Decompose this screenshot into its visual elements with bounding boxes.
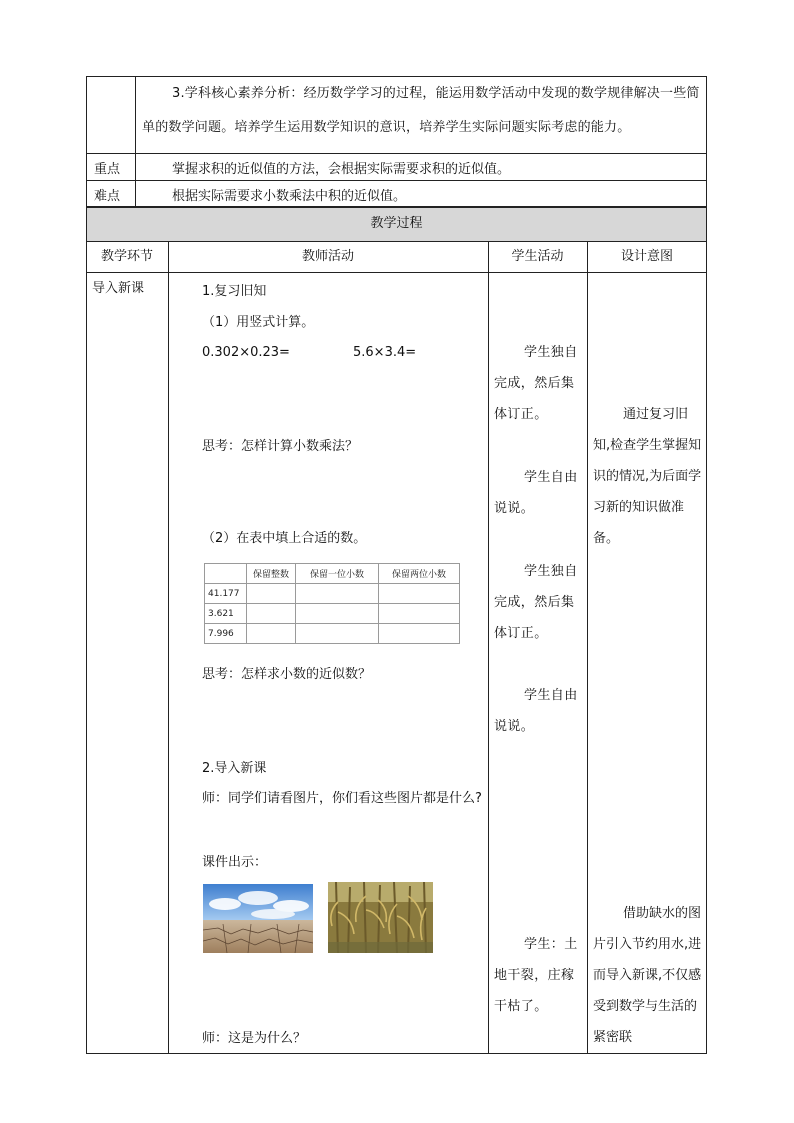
top-table-row-divider-2 bbox=[86, 180, 707, 181]
key-point-label: 重点 bbox=[94, 162, 121, 177]
table-row-label: 7.996 bbox=[205, 624, 247, 644]
table-row-label: 3.621 bbox=[205, 604, 247, 624]
table-answer-cell[interactable] bbox=[379, 604, 460, 624]
drought-land-photo bbox=[203, 884, 313, 953]
design-intent-2: 借助缺水的图片引入节约用水,进而导入新课,不仅感受到数学与生活的紧密联 bbox=[593, 906, 702, 1045]
student-activity-4: 学生自由说说。 bbox=[494, 688, 578, 734]
table-header-cell: 保留一位小数 bbox=[296, 564, 379, 584]
top-table-col-divider bbox=[135, 76, 136, 207]
table-answer-cell[interactable] bbox=[247, 624, 296, 644]
teacher-question-2: 师：这是为什么？ bbox=[202, 1031, 307, 1046]
table-corner-cell bbox=[205, 564, 247, 584]
process-title-divider bbox=[86, 241, 707, 242]
table-header-cell: 保留两位小数 bbox=[379, 564, 460, 584]
design-intent-1: 通过复习旧知,检查学生掌握知识的情况,为后面学习新的知识做准备。 bbox=[593, 407, 702, 546]
header-stage: 教学环节 bbox=[100, 249, 153, 264]
table-header-cell: 保留整数 bbox=[247, 564, 296, 584]
table-answer-cell[interactable] bbox=[379, 624, 460, 644]
teacher-question-1: 师：同学们请看图片，你们看这些图片都是什么? bbox=[202, 791, 482, 806]
intro-title: 2.导入新课 bbox=[202, 761, 267, 776]
table-answer-cell[interactable] bbox=[247, 584, 296, 604]
approximation-table bbox=[204, 563, 460, 644]
process-header-divider bbox=[86, 272, 707, 273]
calc-problem-2: 5.6×3.4= bbox=[353, 345, 417, 360]
table-row bbox=[205, 624, 460, 644]
table-answer-cell[interactable] bbox=[247, 604, 296, 624]
calc-problem-1: 0.302×0.23= bbox=[202, 345, 290, 360]
courseware-show: 课件出示： bbox=[202, 855, 268, 870]
process-col-divider-1 bbox=[168, 241, 169, 1054]
review-title: 1.复习旧知 bbox=[202, 284, 267, 299]
table-answer-cell[interactable] bbox=[296, 584, 379, 604]
dry-corn-photo bbox=[328, 882, 433, 953]
stage-name: 导入新课 bbox=[92, 281, 145, 296]
table-row bbox=[205, 604, 460, 624]
header-design-intent: 设计意图 bbox=[620, 249, 673, 264]
table-row-label: 41.177 bbox=[205, 584, 247, 604]
student-activity-1: 学生独自完成，然后集体订正。 bbox=[494, 345, 578, 422]
key-point-text: 掌握求积的近似值的方法，会根据实际需要求积的近似值。 bbox=[172, 162, 511, 177]
fill-table-instruction: （2）在表中填上合适的数。 bbox=[202, 531, 367, 546]
student-activity-2: 学生自由说说。 bbox=[494, 470, 578, 516]
table-answer-cell[interactable] bbox=[296, 604, 379, 624]
process-col-divider-2 bbox=[488, 241, 489, 1054]
difficult-point-label: 难点 bbox=[94, 189, 121, 204]
table-header-row bbox=[205, 564, 460, 584]
table-answer-cell[interactable] bbox=[379, 584, 460, 604]
header-teacher-activity: 教师活动 bbox=[301, 249, 354, 264]
student-activity-3: 学生独自完成，然后集体订正。 bbox=[494, 564, 578, 641]
student-activity-5: 学生：土地干裂，庄稼干枯了。 bbox=[494, 937, 578, 1014]
core-literacy-text: 3.学科核心素养分析：经历数学学习的过程，能运用数学活动中发现的数学规律解决一些简单的数学问题。培养学生运用数学知识的意识，培养学生实际问题实际考虑的能力。 bbox=[142, 86, 700, 135]
process-title: 教学过程 bbox=[370, 216, 423, 231]
vertical-calc-instruction: （1）用竖式计算。 bbox=[202, 315, 315, 330]
top-table-row-divider-1 bbox=[86, 153, 707, 154]
header-student-activity: 学生活动 bbox=[511, 249, 564, 264]
think-question-1: 思考：怎样计算小数乘法？ bbox=[202, 439, 359, 454]
process-col-divider-3 bbox=[587, 241, 588, 1054]
difficult-point-text: 根据实际需要求小数乘法中积的近似值。 bbox=[172, 189, 407, 204]
think-question-2: 思考：怎样求小数的近似数？ bbox=[202, 667, 372, 682]
table-row bbox=[205, 584, 460, 604]
table-answer-cell[interactable] bbox=[296, 624, 379, 644]
